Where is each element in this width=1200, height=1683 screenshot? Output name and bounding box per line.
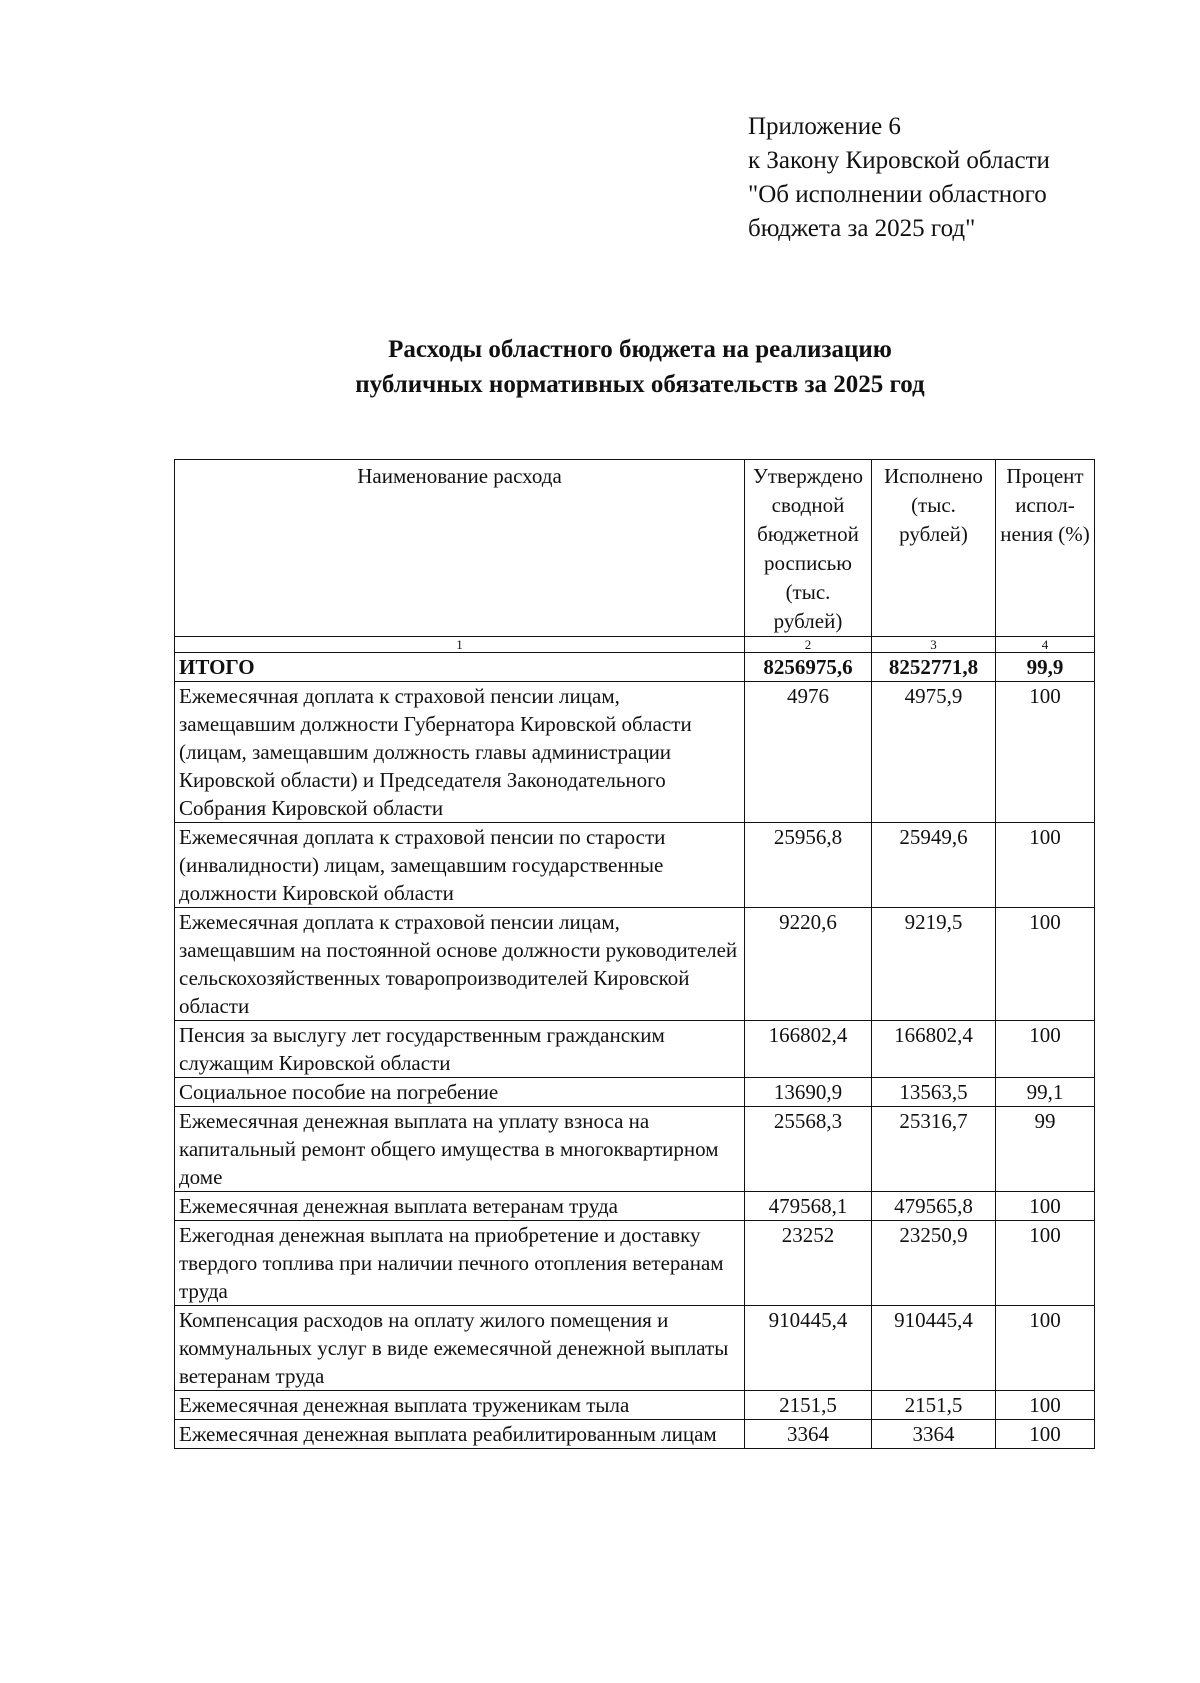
row-name: Компенсация расходов на оплату жилого помещения и коммунальных услуг в виде ежемесячной денежной выплаты ветеранам труда xyxy=(175,1306,745,1391)
total-executed: 8252771,8 xyxy=(872,653,996,682)
table-row xyxy=(175,1192,1095,1221)
table-row xyxy=(175,1107,1095,1192)
row-percent: 100 xyxy=(996,1192,1095,1221)
row-percent: 100 xyxy=(996,1391,1095,1420)
row-name: Пенсия за выслугу лет государственным гражданским служащим Кировской области xyxy=(175,1021,745,1078)
row-name: Ежемесячная денежная выплата труженикам тыла xyxy=(175,1391,745,1420)
row-name: Ежемесячная денежная выплата на уплату взноса на капитальный ремонт общего имущества в многоквартирном доме xyxy=(175,1107,745,1192)
row-executed: 2151,5 xyxy=(872,1391,996,1420)
row-name: Ежемесячная доплата к страховой пенсии лицам, замещавшим на постоянной основе должности руководителей сельскохозяйственных товаропроизводителей Кировской области xyxy=(175,908,745,1021)
row-executed: 13563,5 xyxy=(872,1078,996,1107)
row-executed: 9219,5 xyxy=(872,908,996,1021)
table-row xyxy=(175,908,1095,1021)
total-approved: 8256975,6 xyxy=(745,653,872,682)
row-name: Ежемесячная денежная выплата реабилитированным лицам xyxy=(175,1420,745,1449)
row-percent: 100 xyxy=(996,1021,1095,1078)
column-number: 3 xyxy=(872,637,996,653)
column-number: 4 xyxy=(996,637,1095,653)
table-row xyxy=(175,823,1095,908)
row-executed: 25949,6 xyxy=(872,823,996,908)
table-header-row xyxy=(175,460,1095,637)
row-percent: 100 xyxy=(996,682,1095,823)
row-percent: 100 xyxy=(996,1221,1095,1306)
row-percent: 100 xyxy=(996,1420,1095,1449)
row-executed: 3364 xyxy=(872,1420,996,1449)
total-row xyxy=(175,653,1095,682)
table-row xyxy=(175,1078,1095,1107)
table-row xyxy=(175,1306,1095,1391)
row-percent: 99 xyxy=(996,1107,1095,1192)
header-executed: Исполнено (тыс. рублей) xyxy=(872,460,996,637)
total-label: ИТОГО xyxy=(175,653,745,682)
row-name: Ежемесячная доплата к страховой пенсии лицам, замещавшим должности Губернатора Кировской области (лицам, замещавшим должность главы администрации Кировской области) и Председателя Законодательного Собрания Кировской области xyxy=(175,682,745,823)
row-percent: 100 xyxy=(996,908,1095,1021)
table-row xyxy=(175,1021,1095,1078)
row-percent: 100 xyxy=(996,823,1095,908)
row-approved: 166802,4 xyxy=(745,1021,872,1078)
appendix-line: бюджета за 2025 год" xyxy=(748,215,976,242)
row-approved: 4976 xyxy=(745,682,872,823)
header-name: Наименование расхода xyxy=(175,460,745,637)
title-line: публичных нормативных обязательств за 2025 год xyxy=(355,371,925,398)
row-approved: 910445,4 xyxy=(745,1306,872,1391)
table-row xyxy=(175,1420,1095,1449)
row-name: Ежемесячная денежная выплата ветеранам труда xyxy=(175,1192,745,1221)
row-approved: 23252 xyxy=(745,1221,872,1306)
row-approved: 25568,3 xyxy=(745,1107,872,1192)
appendix-line: Приложение 6 xyxy=(748,113,901,140)
header-percent: Процент испол-нения (%) xyxy=(996,460,1095,637)
row-name: Социальное пособие на погребение xyxy=(175,1078,745,1107)
row-approved: 3364 xyxy=(745,1420,872,1449)
appendix-block xyxy=(748,110,1050,246)
expenses-table xyxy=(174,459,1095,1449)
table-row xyxy=(175,1391,1095,1420)
document-title xyxy=(160,332,1120,402)
row-percent: 100 xyxy=(996,1306,1095,1391)
column-number: 1 xyxy=(175,637,745,653)
row-percent: 99,1 xyxy=(996,1078,1095,1107)
column-number: 2 xyxy=(745,637,872,653)
row-executed: 166802,4 xyxy=(872,1021,996,1078)
row-executed: 25316,7 xyxy=(872,1107,996,1192)
row-approved: 9220,6 xyxy=(745,908,872,1021)
row-approved: 13690,9 xyxy=(745,1078,872,1107)
row-approved: 2151,5 xyxy=(745,1391,872,1420)
total-percent: 99,9 xyxy=(996,653,1095,682)
row-name: Ежемесячная доплата к страховой пенсии по старости (инвалидности) лицам, замещавшим государственные должности Кировской области xyxy=(175,823,745,908)
row-executed: 910445,4 xyxy=(872,1306,996,1391)
row-executed: 23250,9 xyxy=(872,1221,996,1306)
title-line: Расходы областного бюджета на реализацию xyxy=(388,336,892,363)
row-approved: 25956,8 xyxy=(745,823,872,908)
row-approved: 479568,1 xyxy=(745,1192,872,1221)
column-numbers-row xyxy=(175,637,1095,653)
row-executed: 479565,8 xyxy=(872,1192,996,1221)
row-executed: 4975,9 xyxy=(872,682,996,823)
appendix-line: к Закону Кировской области xyxy=(748,147,1050,174)
table-row xyxy=(175,682,1095,823)
row-name: Ежегодная денежная выплата на приобретение и доставку твердого топлива при наличии печного отопления ветеранам труда xyxy=(175,1221,745,1306)
table-row xyxy=(175,1221,1095,1306)
appendix-line: "Об исполнении областного xyxy=(748,181,1047,208)
header-approved: Утверждено сводной бюджетной росписью (тыс. рублей) xyxy=(745,460,872,637)
